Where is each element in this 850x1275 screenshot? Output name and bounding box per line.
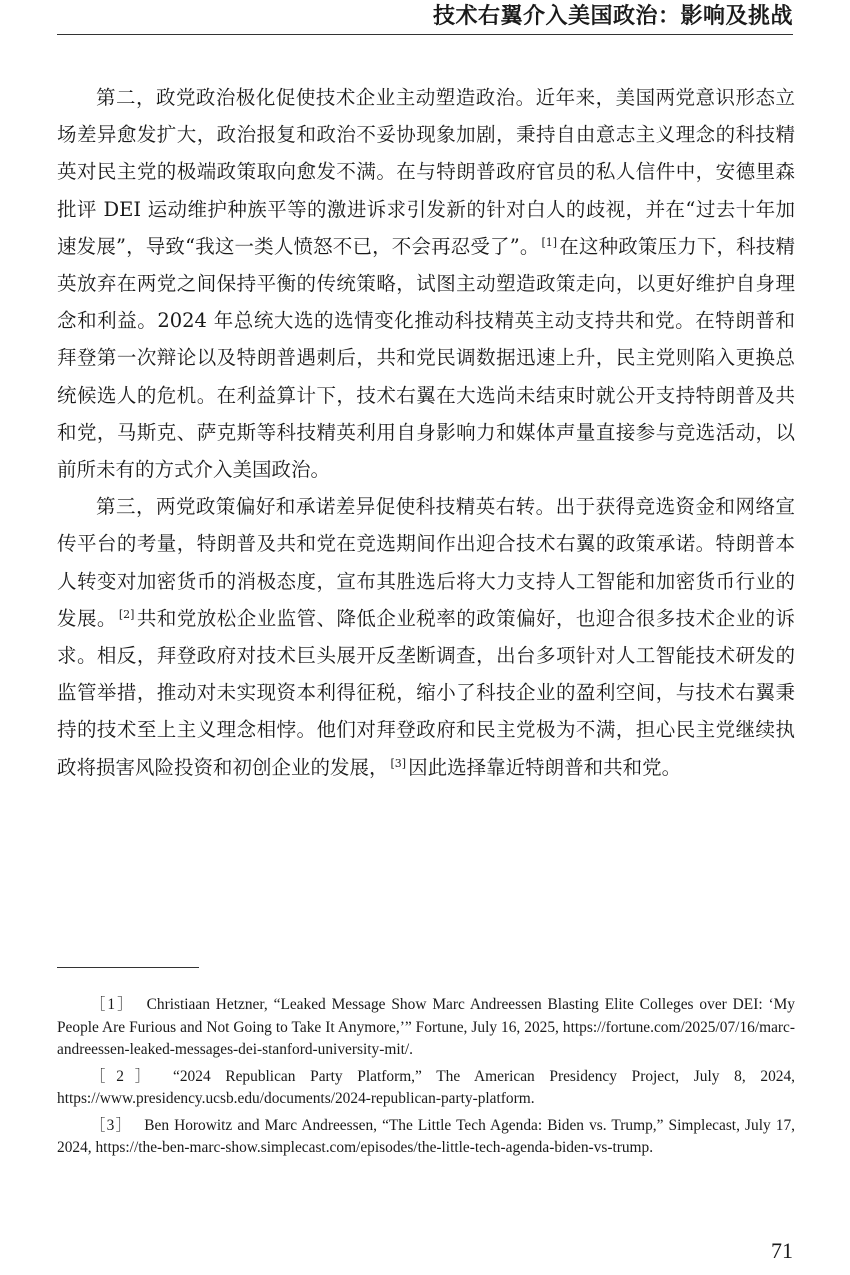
body-text xyxy=(57,79,795,786)
header-rule xyxy=(57,34,793,35)
footnote-2-text: “2024 Republican Party Platform,” The American Presidency Project, July 8, 2024, https://www.presidency.ucsb.edu/documents/2024-republican-party-platform. xyxy=(57,1067,795,1107)
footnote-ref-1[interactable]: [1] xyxy=(541,235,558,249)
paragraph-2-text-b: 共和党放松企业监管、降低企业税率的政策偏好，也迎合很多技术企业的诉求。相反，拜登政府对技术巨头展开反垄断调查，出台多项针对人工智能技术研发的监管举措，推动对未实现资本利得征税，缩小了科技企业的盈利空间，与技术右翼秉持的技术至上主义理念相悖。他们对拜登政府和民主党极为不满，担心民主党继续执政将损害风险投资和初创企业的发展， xyxy=(57,606,795,779)
footnote-ref-2[interactable]: [2] xyxy=(118,607,135,621)
page-number: 71 xyxy=(771,1238,793,1263)
footnote-1-text: Christiaan Hetzner, “Leaked Message Show Marc Andreessen Blasting Elite Colleges over DEI: ‘My People Are Furious and Not Going to Take It Anymore,’” Fortune, July 16, 2025, https://fortune.com/2025/07/16/marc-andreessen-leaked-messages-dei-stanford-university-mit/. xyxy=(57,996,795,1058)
footnote-2 xyxy=(57,1066,795,1111)
paragraph-2-text-c: 因此选择靠近特朗普和共和党。 xyxy=(408,755,682,779)
footnote-2-number: ［2］ xyxy=(90,1067,162,1085)
footnote-rule xyxy=(57,967,199,968)
paragraph-2-text-a: 第三，两党政策偏好和承诺差异促使科技精英右转。出于获得竞选资金和网络宣传平台的考量，特朗普及共和党在竞选期间作出迎合技术右翼的政策承诺。特朗普本人转变对加密货币的消极态度，宣布其胜选后将大力支持人工智能和加密货币行业的发展。 xyxy=(57,495,795,630)
footnote-1-number: ［1］ xyxy=(90,996,135,1013)
paragraph-1 xyxy=(57,79,795,488)
footnote-3-number: ［3］ xyxy=(90,1116,133,1134)
footnote-3 xyxy=(57,1115,795,1160)
running-header-title: 技术右翼介入美国政治：影响及挑战 xyxy=(432,3,793,29)
paragraph-1-text-b: 在这种政策压力下，科技精英放弃在两党之间保持平衡的传统策略，试图主动塑造政策走向，以更好维护自身理念和利益。2024 年总统大选的选情变化推动科技精英主动支持共和党。在特朗普和拜登第一次辩论以及特朗普遇刺后，共和党民调数据迅速上升，民主党则陷入更换总统候选人的危机。在利益算计下，技术右翼在大选尚未结束时就公开支持特朗普及共和党，马斯克、萨克斯等科技精英利用自身影响力和媒体声量直接参与竞选活动，以前所未有的方式介入美国政治。 xyxy=(57,234,795,482)
paragraph-1-text-a: 第二，政党政治极化促使技术企业主动塑造政治。近年来，美国两党意识形态立场差异愈发扩大，政治报复和政治不妥协现象加剧，秉持自由意志主义理念的科技精英对民主党的极端政策取向愈发不满。在与特朗普政府官员的私人信件中，安德里森批评 DEI 运动维护种族平等的激进诉求引发新的针对白人的歧视，并在“过去十年加速发展”，导致“我这一类人愤怒不已，不会再忍受了”。 xyxy=(57,86,795,258)
paragraph-2 xyxy=(57,488,795,786)
footnote-1 xyxy=(57,994,795,1062)
footnotes xyxy=(57,994,795,1164)
footnote-ref-3[interactable]: [3] xyxy=(390,756,407,770)
footnote-3-text: Ben Horowitz and Marc Andreessen, “The Little Tech Agenda: Biden vs. Trump,” Simplecast, July 17, 2024, https://the-ben-marc-show.simplecast.com/episodes/the-little-tech-agenda-biden-vs-trump. xyxy=(57,1116,796,1156)
